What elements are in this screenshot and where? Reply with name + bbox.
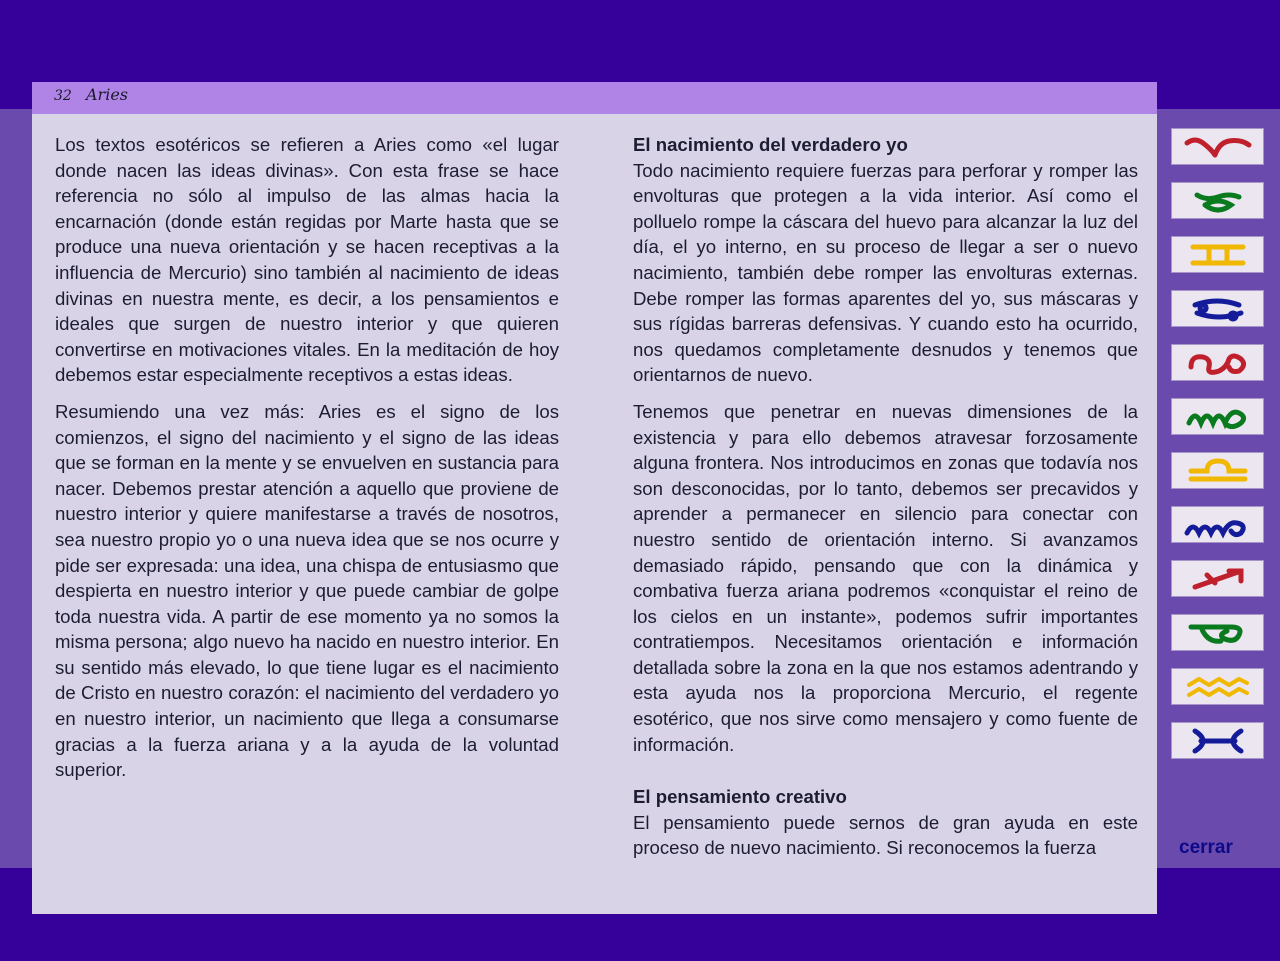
zodiac-button-sagittarius[interactable] [1171,560,1264,597]
paragraph: El pensamiento puede sernos de gran ayuda en este proceso de nuevo nacimiento. Si reconocemos la fuerza [633,811,1138,859]
zodiac-button-aquarius[interactable] [1171,668,1264,705]
pisces-icon [1181,727,1255,755]
right-column [633,132,1138,872]
zodiac-button-aries[interactable] [1171,128,1264,165]
book-page [32,82,1157,914]
zodiac-button-capricorn[interactable] [1171,614,1264,651]
virgo-icon [1181,403,1255,431]
leo-icon [1181,349,1255,377]
page-header [32,82,1157,114]
paragraph: Resumiendo una vez más: Aries es el signo de los comienzos, el signo del nacimiento y el signo de las ideas que se forman en la mente y se envuelven en sustancia para nacer. Debemos prestar atención a aquello que proviene de nuestro interior y quiere manifestarse a través de nosotros, sea nuestro propio yo o una nueva idea que se nos ocurre y pide ser expresada: una idea, una chispa de entusiasmo que despierta en nuestro interior y que puede cambiar de golpe toda nuestra vida. A partir de ese momento ya no somos la misma persona; algo nuevo ha nacido en nuestro interior. En su sentido más elevado, lo que tiene lugar es el nacimiento de Cristo en nuestro corazón: el nacimiento del verdadero yo en nuestro interior, un nacimiento que llega a consumarse gracias a la fuerza ariana y a la ayuda de la voluntad superior. [55,400,559,781]
libra-icon [1181,457,1255,485]
zodiac-button-gemini[interactable] [1171,236,1264,273]
sagittarius-icon [1181,565,1255,593]
zodiac-button-taurus[interactable] [1171,182,1264,219]
left-column [55,132,559,794]
gemini-icon [1181,241,1255,269]
paragraph: Los textos esotéricos se refieren a Aries como «el lugar donde nacen las ideas divinas». Con esta frase se hace referencia no sólo al impulso de las almas hacia la encarnación (donde están regidas por Marte hasta que se produce una nueva orientación y se hacen receptivas a la influencia de Mercurio) sino también al nacimiento de ideas divinas en nuestra mente, es decir, a los pensamientos e ideales que surgen de nuestro interior y que quieren convertirse en motivaciones vitales. En la meditación de hoy debemos estar especialmente receptivos a estas ideas. [55,134,559,386]
zodiac-button-pisces[interactable] [1171,722,1264,759]
zodiac-button-cancer[interactable] [1171,290,1264,327]
capricorn-icon [1181,619,1255,647]
close-link[interactable]: cerrar [1179,837,1233,858]
cancer-icon [1181,295,1255,323]
zodiac-button-libra[interactable] [1171,452,1264,489]
zodiac-button-leo[interactable] [1171,344,1264,381]
zodiac-button-virgo[interactable] [1171,398,1264,435]
zodiac-button-scorpio[interactable] [1171,506,1264,543]
scorpio-icon [1181,511,1255,539]
chapter-title: Aries [86,85,128,104]
section-heading: El nacimiento del verdadero yo [633,134,908,155]
page-number: 32 [54,88,72,104]
taurus-icon [1181,187,1255,215]
aries-icon [1181,133,1255,161]
aquarius-icon [1181,673,1255,701]
paragraph: Tenemos que penetrar en nuevas dimensiones de la existencia y para ello debemos atravesar forzosamente alguna frontera. Nos introducimos en zonas que todavía nos son desconocidas, por lo tanto, debemos ser precavidos y aprender a permanecer en silencio para conectar con nuestro sentido de orientación interno. Si avanzamos demasiado rápido, pensando que con la dinámica y combativa fuerza ariana podremos «conquistar el reino de los cielos en un instante», podemos sufrir importantes contratiempos. Necesitamos orientación e información detallada sobre la zona en la que nos estamos adentrando y esta ayuda nos la proporciona Mercurio, el regente esotérico, que nos sirve como mensajero y como fuente de información. [633,400,1138,755]
paragraph: Todo nacimiento requiere fuerzas para perforar y romper las envolturas que protegen a la vida interior. Así como el polluelo rompe la cáscara del huevo para alcanzar la luz del día, el yo interno, en su proceso de llegar a ser o nuevo nacimiento, también debe romper las envolturas externas. Debe romper las formas aparentes del yo, sus máscaras y sus rígidas barreras defensivas. Y cuando esto ha ocurrido, nos quedamos completamente desnudos y tenemos que orientarnos de nuevo. [633,159,1138,386]
section-heading: El pensamiento creativo [633,786,847,808]
